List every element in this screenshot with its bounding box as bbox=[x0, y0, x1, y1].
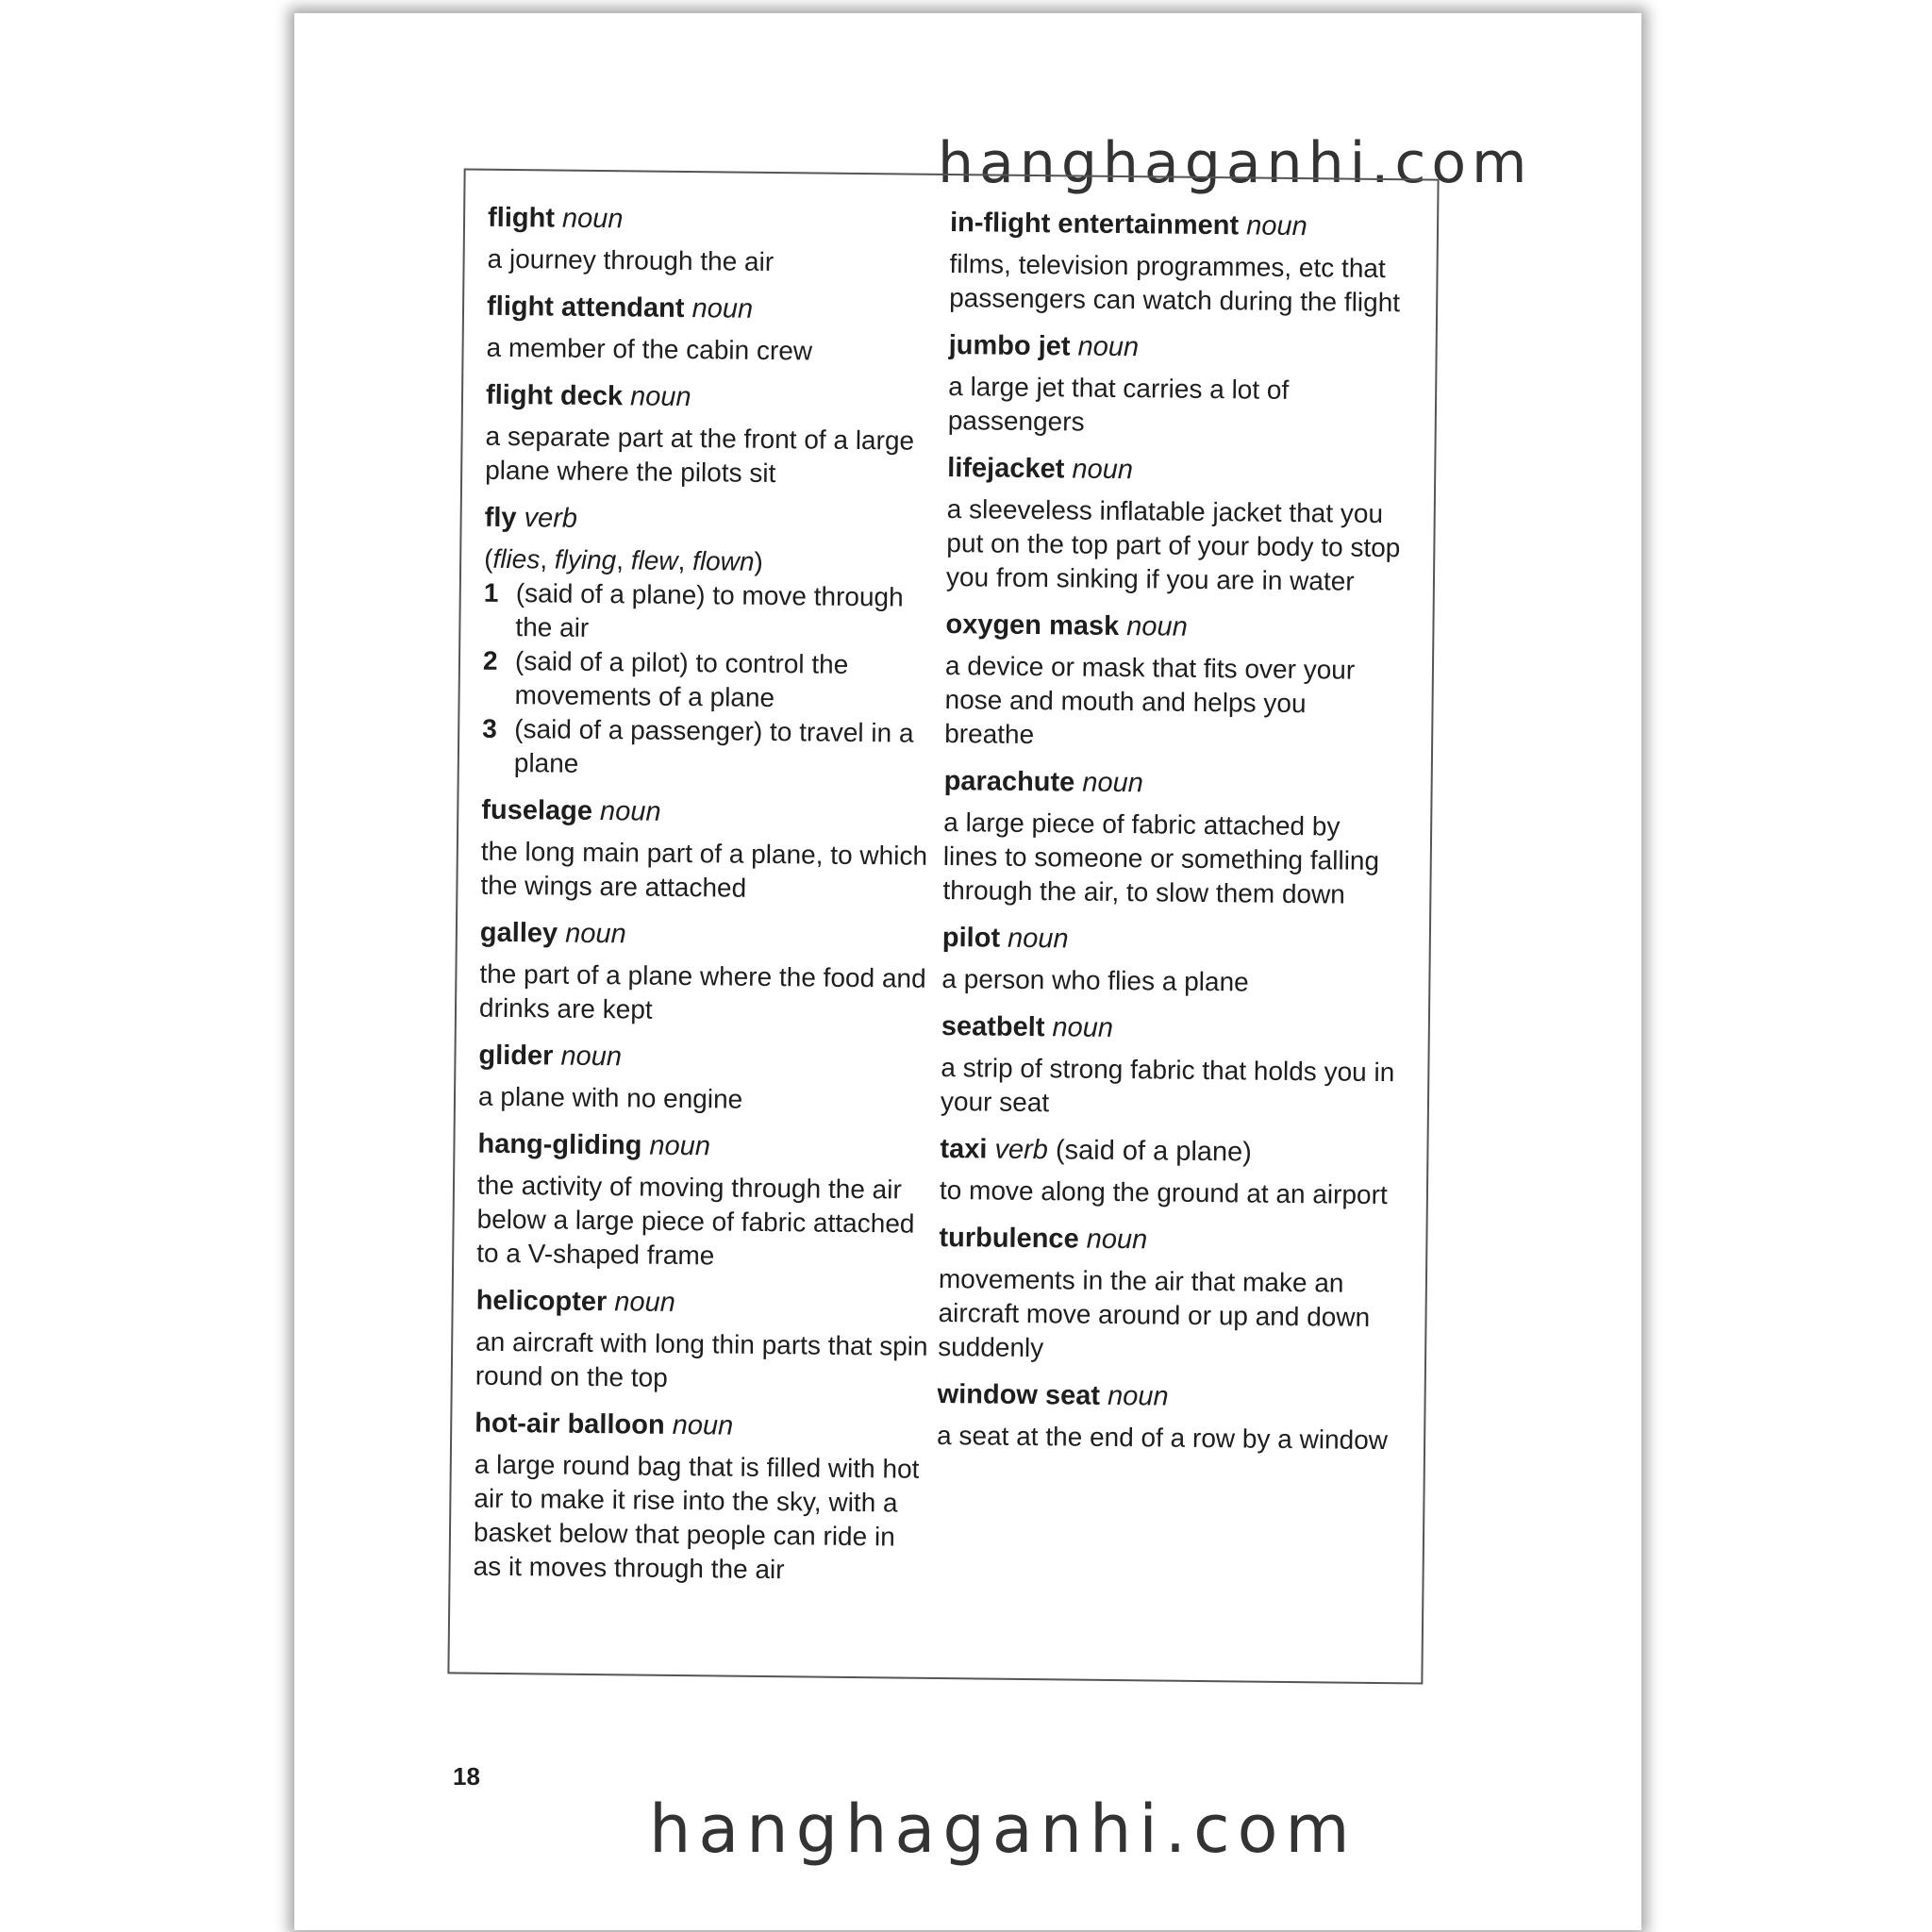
glossary-column-right bbox=[937, 206, 1407, 1471]
entry-head bbox=[486, 378, 939, 417]
part-of-speech: noun bbox=[1246, 210, 1307, 242]
entry-head bbox=[475, 1407, 927, 1445]
headword: taxi bbox=[940, 1133, 988, 1165]
definition: the long main part of a plane, to which the wings are attached bbox=[480, 836, 928, 903]
part-of-speech: noun bbox=[1086, 1224, 1148, 1256]
entry-head bbox=[488, 201, 941, 240]
entry-head bbox=[477, 1127, 930, 1166]
glossary-entry bbox=[941, 1009, 1398, 1124]
part-of-speech: noun bbox=[1077, 331, 1140, 363]
headword: in-flight entertainment bbox=[949, 208, 1240, 242]
entry-head bbox=[478, 1039, 931, 1077]
headword: window seat bbox=[937, 1378, 1101, 1411]
watermark-top: hanghaganhi.com bbox=[938, 130, 1533, 196]
headword: parachute bbox=[943, 765, 1075, 798]
definition: a plane with no engine bbox=[477, 1081, 743, 1114]
part-of-speech: noun bbox=[561, 203, 624, 235]
headword: glider bbox=[478, 1040, 554, 1072]
glossary-box bbox=[447, 168, 1439, 1684]
entry-head bbox=[484, 501, 937, 540]
definition: a member of the cabin crew bbox=[486, 332, 813, 366]
headword: flight deck bbox=[485, 379, 624, 412]
headword: hang-gliding bbox=[477, 1128, 642, 1161]
glossary-entry bbox=[941, 921, 1399, 1001]
part-of-speech: noun bbox=[1072, 454, 1134, 486]
glossary-entry bbox=[480, 793, 934, 908]
definition: a large piece of fabric attached by lines to someone or something falling through the air, to slow them down bbox=[942, 807, 1380, 909]
headword: flight bbox=[487, 202, 556, 234]
glossary-entry bbox=[478, 1039, 932, 1119]
headword: oxygen mask bbox=[945, 609, 1120, 641]
entry-head bbox=[481, 793, 934, 832]
entry-head bbox=[950, 206, 1407, 244]
glossary-entry bbox=[938, 1221, 1396, 1369]
entry-head bbox=[945, 608, 1402, 646]
part-of-speech: noun bbox=[614, 1287, 676, 1318]
entry-head bbox=[942, 921, 1399, 959]
glossary-entry bbox=[475, 1284, 929, 1398]
glossary-entry bbox=[949, 206, 1407, 320]
glossary-entry bbox=[476, 1127, 931, 1275]
entry-head bbox=[937, 1377, 1393, 1416]
part-of-speech: verb bbox=[524, 503, 578, 534]
headword: helicopter bbox=[475, 1285, 608, 1318]
definition: the part of a plane where the food and drinks are kept bbox=[478, 958, 926, 1024]
part-of-speech: noun bbox=[560, 1041, 623, 1073]
part-of-speech: noun bbox=[1007, 923, 1069, 955]
glossary-entry bbox=[946, 451, 1405, 599]
part-of-speech: noun bbox=[565, 918, 626, 950]
headword: fuselage bbox=[481, 794, 593, 826]
sense bbox=[483, 576, 937, 649]
glossary-entry bbox=[940, 1132, 1397, 1212]
headword: galley bbox=[479, 917, 558, 949]
sense-number: 3 bbox=[482, 713, 497, 743]
sense bbox=[482, 644, 936, 717]
verb-forms: (flies, flying, flew, flown) bbox=[484, 543, 764, 576]
definition: a journey through the air bbox=[487, 243, 774, 277]
glossary-entry bbox=[942, 764, 1401, 912]
entry-head bbox=[480, 916, 933, 955]
definition: to move along the ground at an airport bbox=[939, 1174, 1388, 1210]
headword: fly bbox=[484, 502, 517, 534]
headword: pilot bbox=[941, 922, 1001, 954]
entry-head bbox=[940, 1132, 1396, 1171]
watermark-bottom: hanghaganhi.com bbox=[649, 1790, 1357, 1868]
headword: turbulence bbox=[939, 1222, 1079, 1255]
entry-head bbox=[475, 1284, 928, 1323]
verb-form: flying bbox=[554, 544, 617, 575]
usage-note: (said of a plane) bbox=[1055, 1135, 1253, 1168]
glossary-entry bbox=[937, 1377, 1394, 1457]
headword: jumbo jet bbox=[948, 330, 1071, 362]
part-of-speech: noun bbox=[1082, 767, 1144, 799]
glossary-entry bbox=[487, 201, 941, 281]
verb-form: flies bbox=[492, 543, 541, 575]
glossary-entry bbox=[485, 378, 939, 492]
sense-text: (said of a plane) to move through the air bbox=[515, 578, 904, 642]
definition: a seat at the end of a row by a window bbox=[936, 1420, 1389, 1456]
definition: a large jet that carries a lot of passengers bbox=[947, 372, 1290, 437]
verb-form: flown bbox=[691, 546, 755, 576]
glossary-entry bbox=[473, 1407, 927, 1589]
headword: lifejacket bbox=[947, 453, 1065, 485]
headword: seatbelt bbox=[941, 1010, 1045, 1043]
glossary-entry bbox=[948, 328, 1406, 442]
glossary-entry bbox=[486, 290, 940, 370]
definition: movements in the air that make an aircraft move around or up and down suddenly bbox=[938, 1263, 1371, 1363]
entry-head bbox=[948, 328, 1405, 367]
entry-head bbox=[939, 1221, 1395, 1259]
verb-form: flew bbox=[630, 545, 678, 575]
glossary-column-left bbox=[473, 201, 941, 1602]
part-of-speech: verb bbox=[994, 1134, 1049, 1166]
headword: flight attendant bbox=[486, 291, 685, 324]
entry-head bbox=[947, 451, 1404, 490]
part-of-speech: noun bbox=[629, 381, 691, 413]
definition: an aircraft with long thin parts that spin round on the top bbox=[475, 1326, 928, 1392]
part-of-speech: noun bbox=[691, 293, 754, 325]
sense-number: 2 bbox=[482, 645, 498, 675]
definition: a sleeveless inflatable jacket that you put on the top part of your body to stop you from sinking if you are in water bbox=[945, 494, 1401, 596]
part-of-speech: noun bbox=[649, 1130, 711, 1162]
headword: hot-air balloon bbox=[475, 1407, 665, 1441]
sense bbox=[482, 712, 936, 785]
page-number: 18 bbox=[453, 1762, 480, 1790]
entry-head bbox=[487, 290, 940, 328]
definition: a separate part at the front of a large plane where the pilots sit bbox=[485, 421, 915, 489]
part-of-speech: noun bbox=[672, 1409, 734, 1441]
glossary-entry-fly bbox=[482, 501, 938, 785]
definition: a large round bag that is filled with hot air to make it rise into the sky, with a basket below that people can ride in as it moves through the air bbox=[473, 1449, 920, 1585]
sense-text: (said of a pilot) to control the movements of a plane bbox=[514, 646, 849, 713]
part-of-speech: noun bbox=[599, 796, 661, 827]
part-of-speech: noun bbox=[1107, 1380, 1169, 1412]
definition: a device or mask that fits over your nose and mouth and helps you breathe bbox=[944, 651, 1356, 750]
part-of-speech: noun bbox=[1052, 1012, 1114, 1043]
part-of-speech: noun bbox=[1126, 611, 1188, 642]
sense-number: 1 bbox=[483, 577, 499, 608]
definition: a strip of strong fabric that holds you in your seat bbox=[940, 1052, 1395, 1118]
sense-text: (said of a passenger) to travel in a plane bbox=[513, 714, 914, 778]
definition: the activity of moving through the air below a large piece of fabric attached to a V-shaped frame bbox=[476, 1170, 915, 1271]
glossary-entry bbox=[944, 608, 1403, 756]
glossary-entry bbox=[479, 916, 933, 1030]
definition: films, television programmes, etc that passengers can watch during the flight bbox=[949, 249, 1401, 318]
definition: a person who flies a plane bbox=[941, 963, 1249, 997]
entry-head bbox=[943, 764, 1400, 803]
entry-head bbox=[941, 1009, 1398, 1048]
